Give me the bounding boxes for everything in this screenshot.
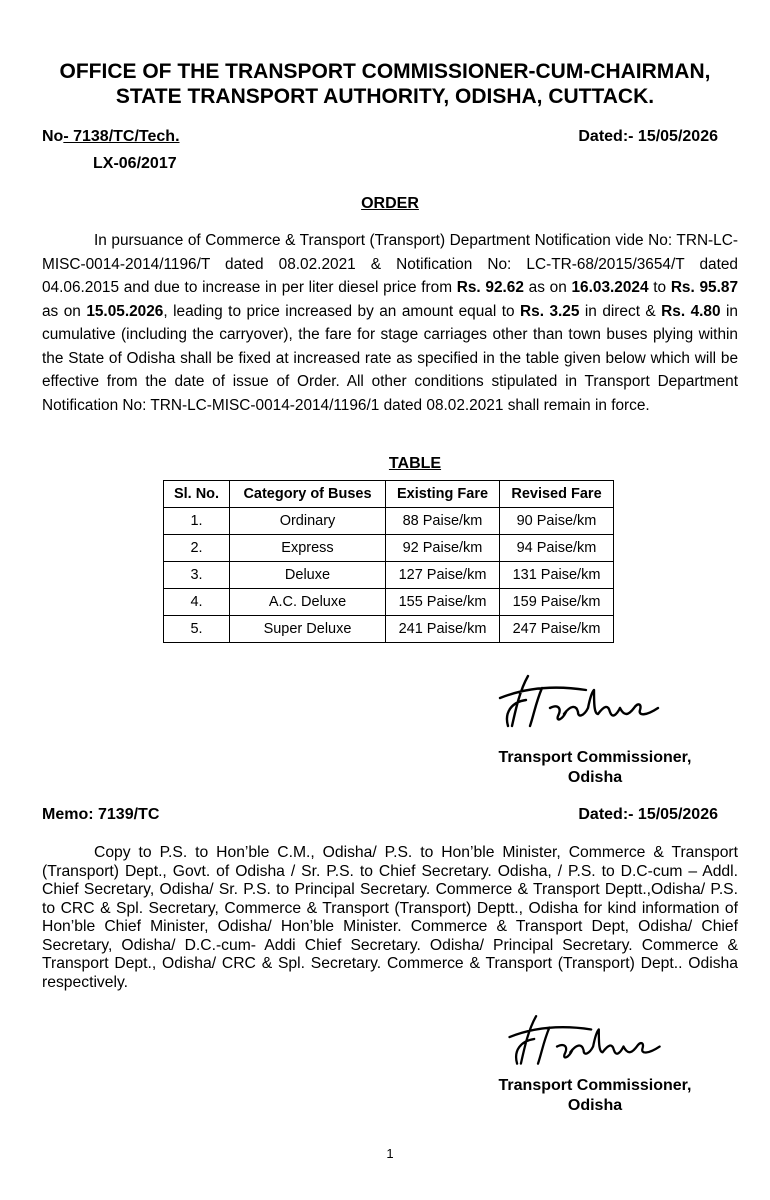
memo-body bbox=[42, 844, 738, 992]
cell-existing-fare: 241 Paise/km bbox=[386, 616, 500, 643]
cell-sl-no: 3. bbox=[164, 562, 230, 589]
old-diesel-price: Rs. 92.62 bbox=[456, 279, 524, 296]
cell-existing-fare: 88 Paise/km bbox=[386, 508, 500, 535]
order-number-value: - 7138/TC/Tech. bbox=[63, 128, 180, 145]
cell-revised-fare: 159 Paise/km bbox=[500, 589, 614, 616]
signatory-block-2 bbox=[475, 1076, 715, 1116]
cell-existing-fare: 127 Paise/km bbox=[386, 562, 500, 589]
cell-revised-fare: 247 Paise/km bbox=[500, 616, 614, 643]
new-diesel-price: Rs. 95.87 bbox=[670, 279, 739, 296]
new-price-date: 15.05.2026 bbox=[86, 302, 164, 320]
order-body: In pursuance of Commerce & Transport (Transport) Department Notification vide No: TRN-LC-MISC-0014-2014/1196/T dated 08.02.2021 & Notification No: LC-TR-68/2015/3654/T dated 04.06.2015 and due to increase in per liter diesel price from Rs. 92.62 as on 16.03.2024 to Rs. 95.87 as on 15.05.2026, leading to price increased by an amount equal to Rs. 3.25 in direct & Rs. 4.80 in cumulative (including the carryover), the fare for stage carriages other than town buses plying within the State of Odisha shall be fixed at increased rate as specified in the table given below which will be effective from the date of issue of Order. All other conditions stipulated in Transport Department Notification No: TRN-LC-MISC-0014-2014/1196/1 dated 08.02.2021 shall remain in force. bbox=[42, 232, 739, 414]
cell-revised-fare: 90 Paise/km bbox=[500, 508, 614, 535]
table-caption: TABLE bbox=[388, 455, 442, 472]
signatory-title: Transport Commissioner, bbox=[498, 1077, 692, 1094]
page-number: 1 bbox=[386, 1146, 394, 1161]
signatory-state: Odisha bbox=[567, 769, 623, 786]
cell-existing-fare: 92 Paise/km bbox=[386, 535, 500, 562]
cell-category: Ordinary bbox=[230, 508, 386, 535]
signature-scribble-2 bbox=[500, 1008, 690, 1068]
signatory-title: Transport Commissioner, bbox=[498, 749, 692, 766]
office-title-line2: STATE TRANSPORT AUTHORITY, ODISHA, CUTTACK. bbox=[115, 85, 655, 108]
cell-category: Deluxe bbox=[230, 562, 386, 589]
cell-sl-no: 1. bbox=[164, 508, 230, 535]
table-row bbox=[164, 616, 614, 643]
col-header-revised-fare: Revised Fare bbox=[500, 481, 614, 508]
signature-scribble-1 bbox=[490, 668, 690, 730]
table-row bbox=[164, 589, 614, 616]
col-header-category: Category of Buses bbox=[230, 481, 386, 508]
table-row bbox=[164, 508, 614, 535]
cell-category: A.C. Deluxe bbox=[230, 589, 386, 616]
office-title-line1: OFFICE OF THE TRANSPORT COMMISSIONER-CUM-CHAIRMAN, bbox=[59, 60, 711, 83]
direct-increase: Rs. 3.25 bbox=[520, 302, 580, 320]
cell-sl-no: 5. bbox=[164, 616, 230, 643]
memo-copy-to-text: Copy to P.S. to Hon’ble C.M., Odisha/ P.S. to Hon’ble Minister, Commerce & Transport (Transport) Dept., Govt. of Odisha / Sr. P.S. to Chief Secretary. Odisha, / P.S. to D.C-cum – Addl. Chief Secretary, Odisha/ Sr. P.S. to Principal Secretary. Commerce & Transport Deptt.,Odisha/ P.S. to CRC & Spl. Secretary, Commerce & Transport (Transport) Deptt., Odisha for kind information of Hon’ble Chief Minister, Odisha/ Hon’ble Minister. Commerce & Transport Dept, Odisha/ Chief Secretary, Odisha/ D.C.-cum- Addi Chief Secretary. Odisha/ Principal Secretary. Commerce & Transport Dept., Odisha/ CRC & Spl. Secretary. Commerce & Transport (Transport) Dept.. Odisha respectively. bbox=[42, 844, 738, 991]
cell-revised-fare: 131 Paise/km bbox=[500, 562, 614, 589]
table-row bbox=[164, 562, 614, 589]
cell-category: Super Deluxe bbox=[230, 616, 386, 643]
cell-sl-no: 4. bbox=[164, 589, 230, 616]
table-header-row bbox=[164, 481, 614, 508]
cell-revised-fare: 94 Paise/km bbox=[500, 535, 614, 562]
cell-existing-fare: 155 Paise/km bbox=[386, 589, 500, 616]
memo-date: Dated:- 15/05/2026 bbox=[578, 806, 718, 823]
old-price-date: 16.03.2024 bbox=[571, 279, 649, 296]
col-header-existing-fare: Existing Fare bbox=[386, 481, 500, 508]
order-date: Dated:- 15/05/2026 bbox=[578, 128, 718, 145]
cell-category: Express bbox=[230, 535, 386, 562]
order-number bbox=[42, 128, 180, 146]
col-header-sl-no: Sl. No. bbox=[164, 481, 230, 508]
order-heading: ORDER bbox=[361, 195, 419, 212]
cumulative-increase: Rs. 4.80 bbox=[661, 302, 721, 320]
file-number: LX-06/2017 bbox=[93, 155, 177, 172]
memo-number: Memo: 7139/TC bbox=[42, 806, 160, 823]
fare-table bbox=[163, 480, 614, 643]
order-number-prefix: No bbox=[42, 128, 64, 145]
cell-sl-no: 2. bbox=[164, 535, 230, 562]
table-row bbox=[164, 535, 614, 562]
signatory-state: Odisha bbox=[567, 1097, 623, 1114]
signatory-block-1 bbox=[475, 748, 715, 788]
